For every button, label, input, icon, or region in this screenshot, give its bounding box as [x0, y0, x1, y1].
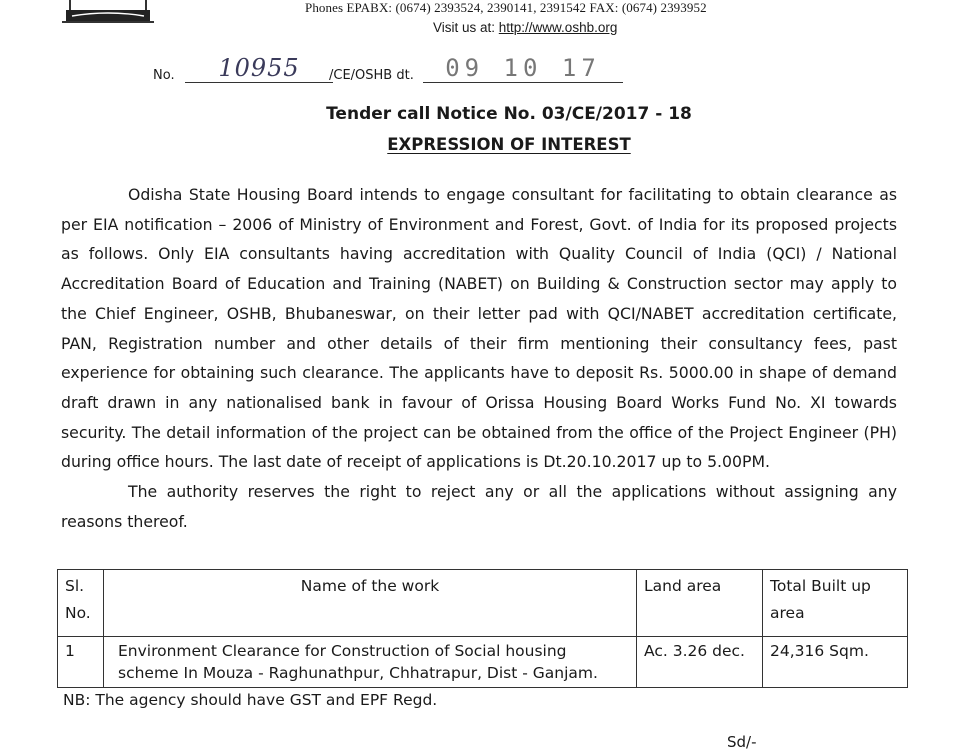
reference-no-label: No.: [153, 68, 175, 83]
notice-subtitle-text: EXPRESSION OF INTEREST: [387, 135, 631, 154]
cell-sl: 1: [58, 637, 104, 688]
notice-title: Tender call Notice No. 03/CE/2017 - 18: [326, 104, 692, 124]
works-table: [57, 569, 908, 688]
header-built: Total Built up area: [763, 570, 908, 637]
table-header-row: [58, 570, 908, 637]
website-link[interactable]: http://www.oshb.org: [498, 20, 618, 35]
nb-note: NB: The agency should have GST and EPF Regd.: [63, 691, 438, 709]
signature: Sd/-: [727, 733, 757, 751]
reference-suffix: /CE/OSHB dt.: [329, 68, 414, 83]
oshb-logo: [58, 0, 158, 30]
paragraph-1: Odisha State Housing Board intends to engage consultant for facilitating to obtain clearance as per EIA notification – 2006 of Ministry of Environment and Forest, Govt. of India for its proposed projects as follows. Only EIA consultants having accreditation with Quality Council of India (QCI) / National Accreditation Board of Education and Training (NABET) on Building & Construction sector may apply to the Chief Engineer, OSHB, Bhubaneswar, on their letter pad with QCI/NABET accreditation certificate, PAN, Registration number and other details of their firm mentioning their consultancy fees, past experience for obtaining such clearance. The applicants have to deposit Rs. 5000.00 in shape of demand draft drawn in any nationalised bank in favour of Orissa Housing Board Works Fund No. XI towards security. The detail information of the project can be obtained from the office of the Project Engineer (PH) during office hours. The last date of receipt of applications is Dt.20.10.2017 up to 5.00PM.: [61, 185, 897, 472]
notice-subtitle: [0, 135, 960, 154]
reference-line: [153, 54, 623, 84]
header-phones: Phones EPABX: (0674) 2393524, 2390141, 2391542 FAX: (0674) 2393952: [305, 0, 707, 15]
header-land: Land area: [637, 570, 763, 637]
reference-number: 10955: [185, 54, 333, 83]
cell-built: 24,316 Sqm.: [763, 637, 908, 688]
table-row: [58, 637, 908, 688]
header-sl: Sl. No.: [58, 570, 104, 637]
reference-date: 09 10 17: [423, 54, 623, 83]
cell-work: Environment Clearance for Construction of Social housing scheme In Mouza - Raghunathpur, Chhatrapur, Dist - Ganjam.: [104, 637, 637, 688]
website-prefix: Visit us at:: [433, 20, 499, 35]
notice-body: [61, 180, 897, 536]
header-work: Name of the work: [104, 570, 637, 637]
cell-land: Ac. 3.26 dec.: [637, 637, 763, 688]
paragraph-2: The authority reserves the right to reject any or all the applications without assigning any reasons thereof.: [61, 482, 897, 531]
header-website: [433, 20, 617, 35]
